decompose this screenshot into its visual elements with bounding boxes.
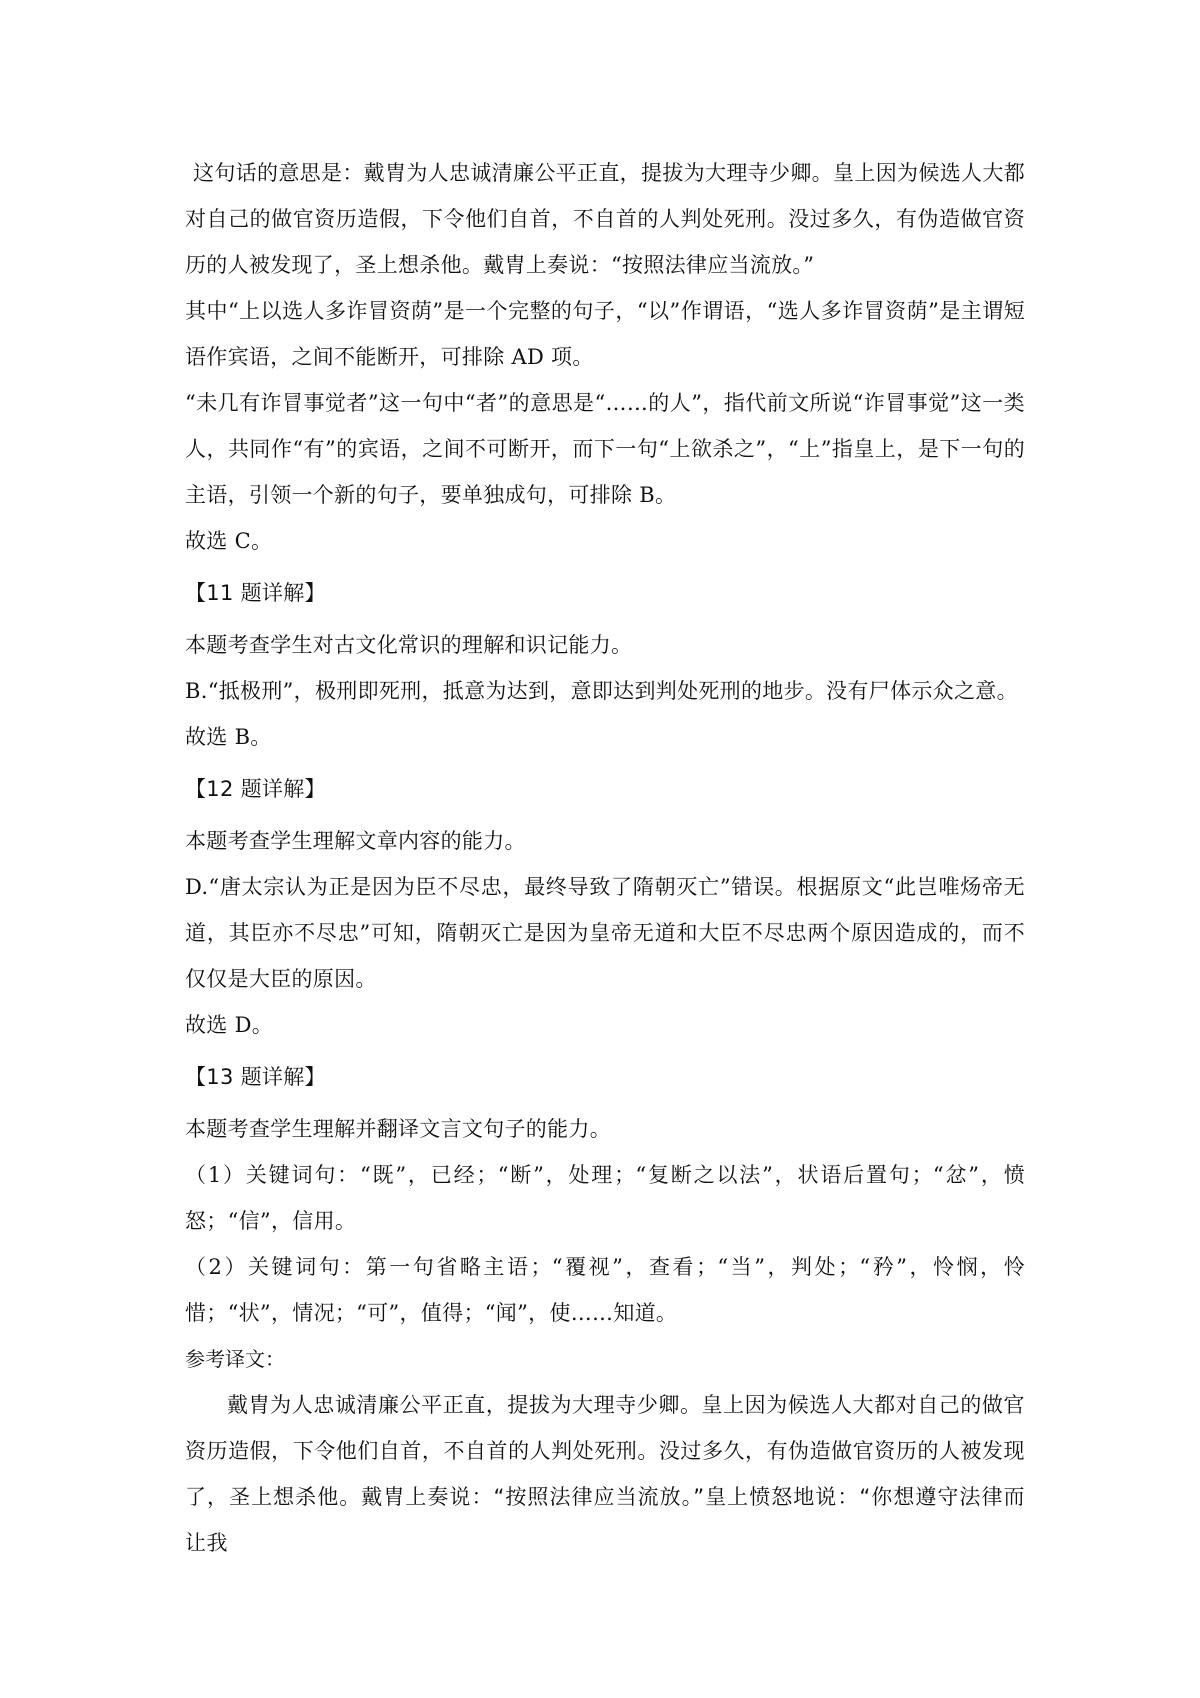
heading-question-13: 【13 题详解】 xyxy=(185,1065,326,1089)
paragraph-answer-10: 故选 C。 xyxy=(185,529,273,553)
heading-question-11: 【11 题详解】 xyxy=(185,581,326,605)
reference-translation-text: 戴胄为人忠诚清廉公平正直，提拔为大理寺少卿。皇上因为候选人大都对自己的做官资历造假，下令他们自首，不自首的人判处死刑。没过多久，有伪造做官资历的人被发现了，圣上想杀他。戴胄上奏说：“按照法律应当流放。”皇上愤怒地说：“你想遵守法律而让我 xyxy=(185,1393,1025,1555)
paragraph-q13-intro: 本题考查学生理解并翻译文言文句子的能力。 xyxy=(185,1117,611,1141)
paragraph-answer-11: 故选 B。 xyxy=(185,725,272,749)
paragraph-analysis-1: 其中“上以选人多诈冒资荫”是一个完整的句子，“以”作谓语，“选人多诈冒资荫”是主谓短语作宾语，之间不能断开，可排除 AD 项。 xyxy=(185,299,1025,369)
paragraph-q11-intro: 本题考查学生对古文化常识的理解和识记能力。 xyxy=(185,633,633,657)
heading-question-12: 【12 题详解】 xyxy=(185,777,326,801)
paragraph-q13-part-1: （1）关键词句：“既”，已经；“断”，处理；“复断之以法”，状语后置句；“忿”，愤怒；“信”，信用。 xyxy=(185,1163,1025,1233)
paragraph-q11-option-b: B.“抵极刑”，极刑即死刑，抵意为达到，意即达到判处死刑的地步。没有尸体示众之意。 xyxy=(185,679,1018,703)
paragraph-q12-option-d: D.“唐太宗认为正是因为臣不尽忠，最终导致了隋朝灭亡”错误。根据原文“此岂唯炀帝无道，其臣亦不尽忠”可知，隋朝灭亡是因为皇帝无道和大臣不尽忠两个原因造成的，而不仅仅是大臣的原因。 xyxy=(185,875,1025,991)
paragraph-answer-12: 故选 D。 xyxy=(185,1013,274,1037)
paragraph-meaning: 这句话的意思是：戴胄为人忠诚清廉公平正直，提拔为大理寺少卿。皇上因为候选人大都对自己的做官资历造假，下令他们自首，不自首的人判处死刑。没过多久，有伪造做官资历的人被发现了，圣上想杀他。戴胄上奏说：“按照法律应当流放。” xyxy=(185,161,1025,277)
paragraph-q13-part-2: （2）关键词句：第一句省略主语；“覆视”，查看；“当”，判处；“矜”，怜悯，怜惜；“状”，情况；“可”，值得；“闻”，使……知道。 xyxy=(185,1255,1025,1325)
paragraph-analysis-2: “未几有诈冒事觉者”这一句中“者”的意思是“……的人”，指代前文所说“诈冒事觉”这一类人，共同作“有”的宾语，之间不可断开，而下一句“上欲杀之”，“上”指皇上，是下一句的主语，引领一个新的句子，要单独成句，可排除 B。 xyxy=(185,391,1025,507)
reference-translation-label: 参考译文： xyxy=(185,1347,285,1371)
paragraph-q12-intro: 本题考查学生理解文章内容的能力。 xyxy=(185,829,526,853)
document-page xyxy=(185,150,1025,1566)
